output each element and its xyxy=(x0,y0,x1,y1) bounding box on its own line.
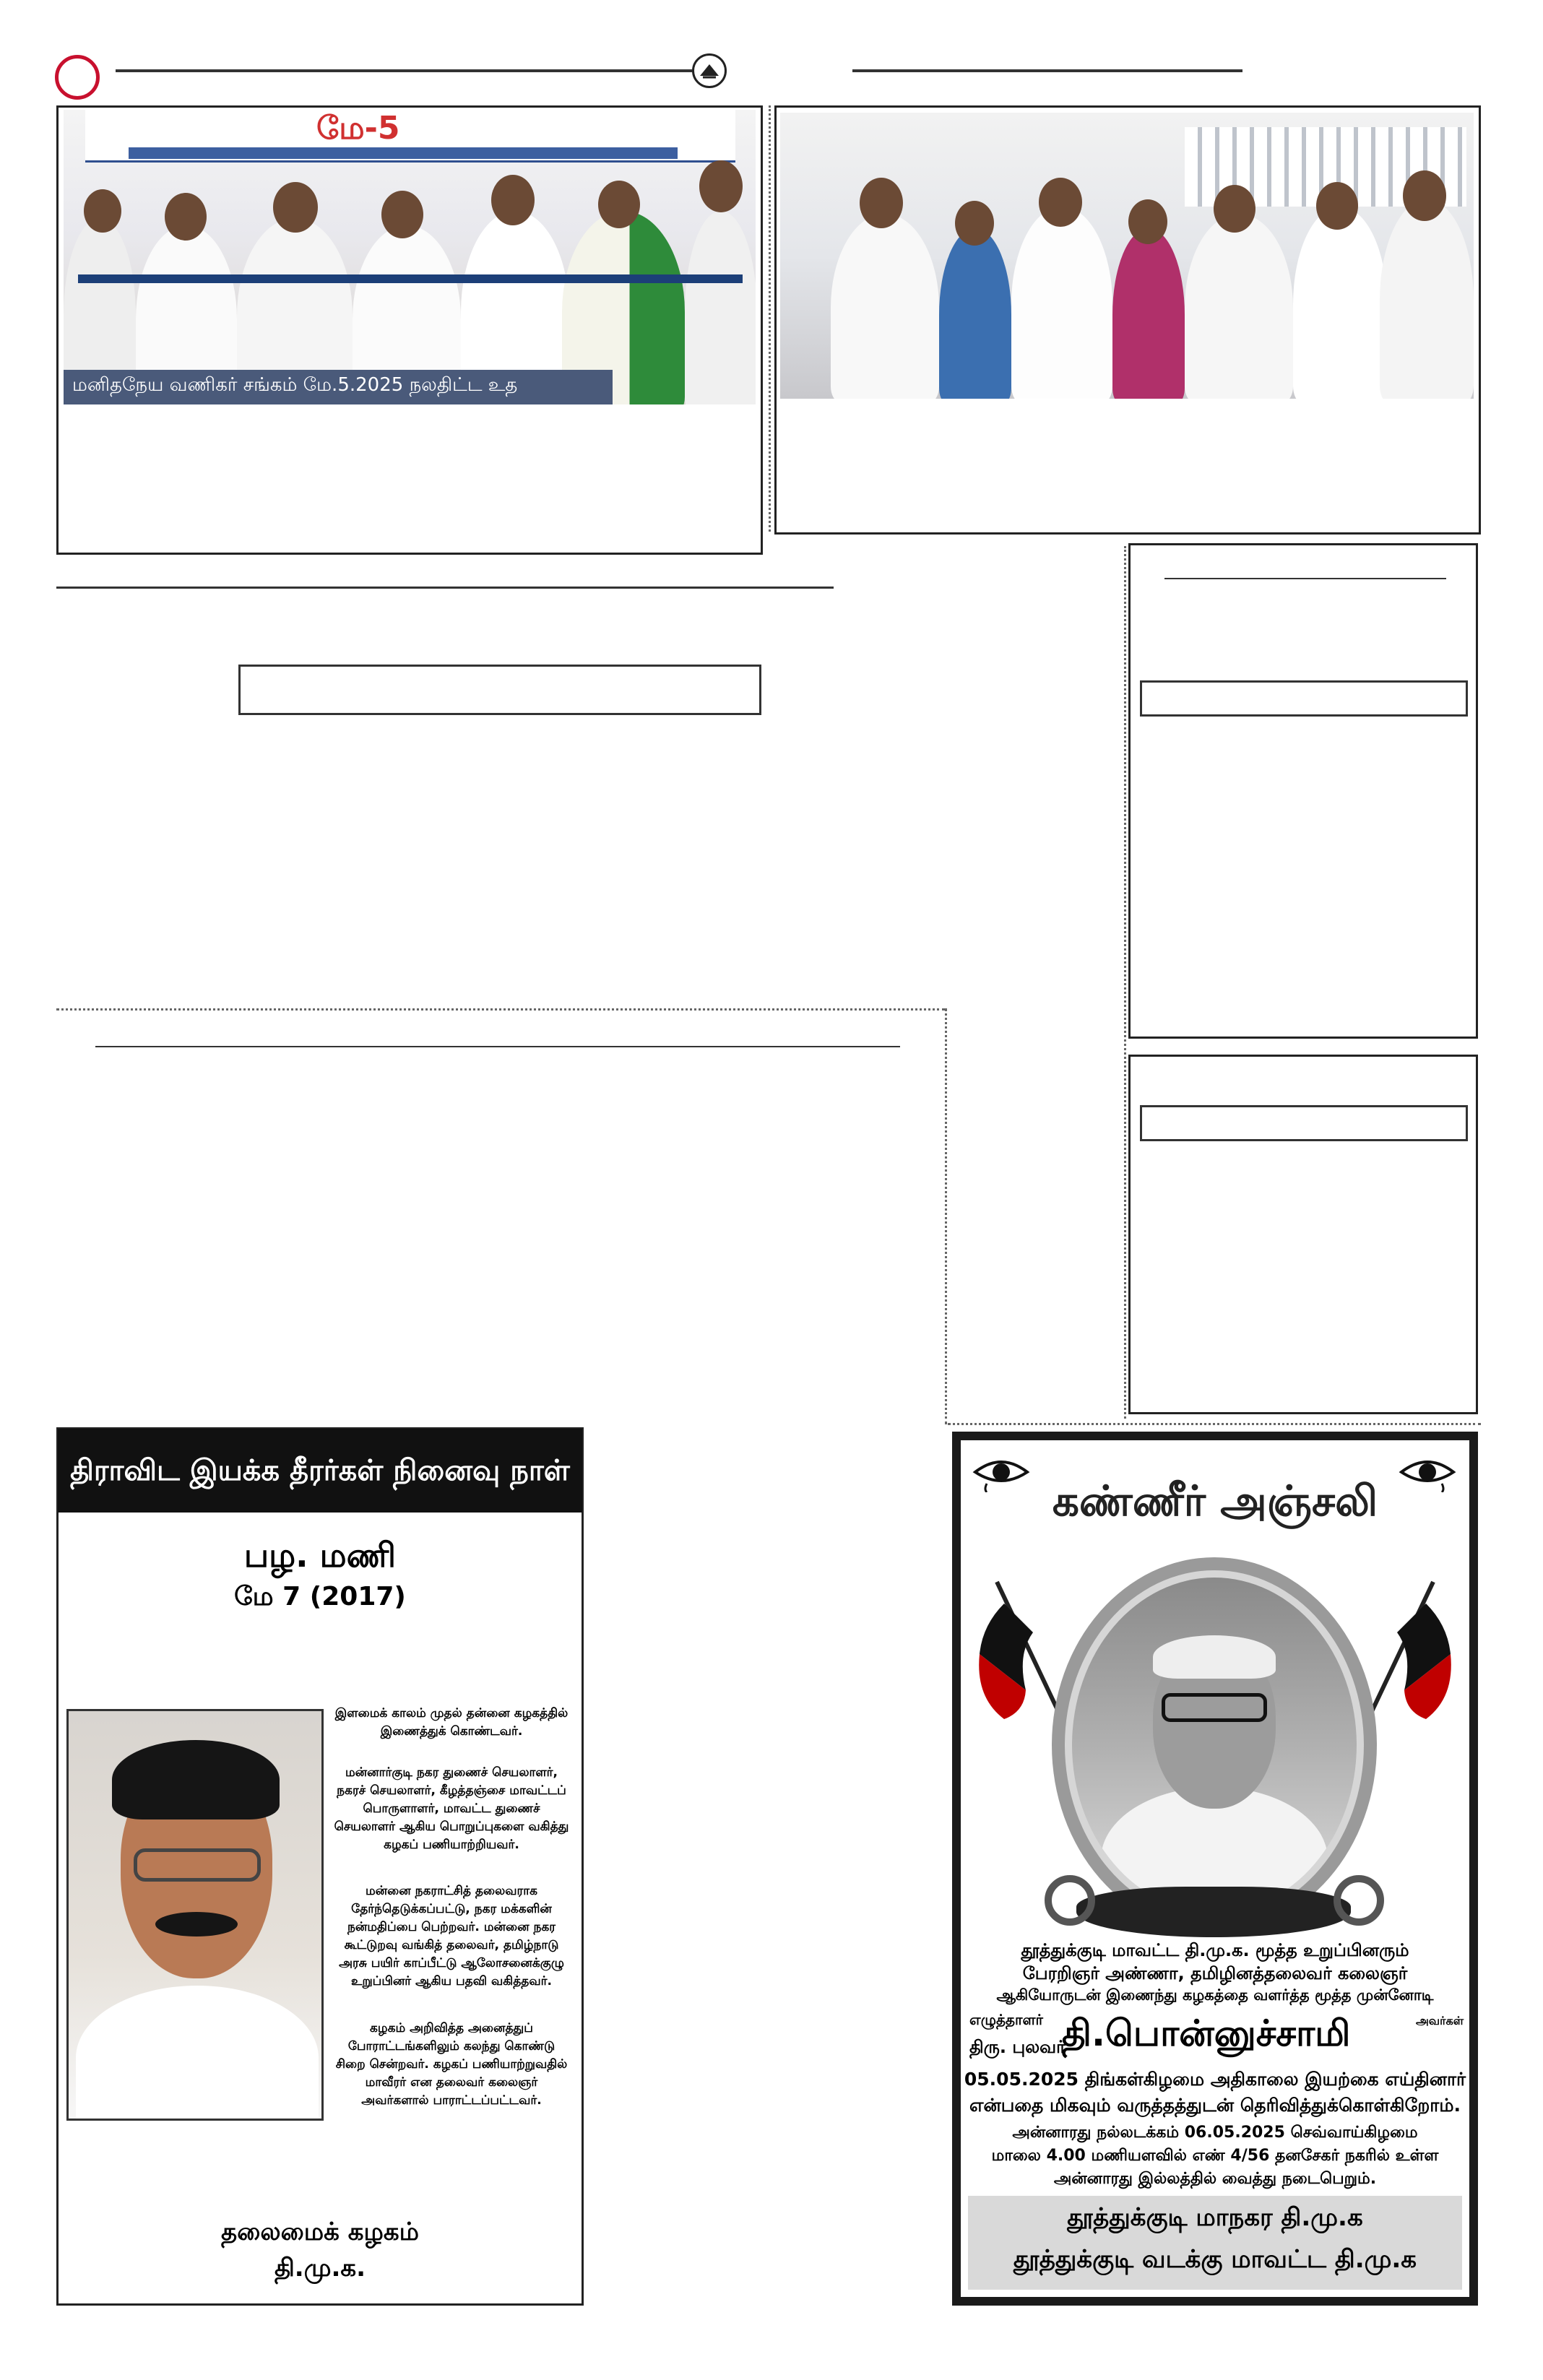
person-head xyxy=(165,193,207,241)
person-head xyxy=(1403,170,1446,221)
tribute-right-funeral-3: அன்னாரது இல்லத்தில் வைத்து நடைபெறும். xyxy=(1053,2170,1377,2188)
tribute-right-date-line: 05.05.2025 திங்கள்கிழமை அதிகாலை இயற்கை எய்தினார் xyxy=(964,2069,1466,2090)
party-flag-right-icon xyxy=(1361,1575,1455,1726)
tribute-left-portrait xyxy=(66,1709,324,2121)
tribute-left-header-text: திராவிட இயக்க தீரர்கள் நினைவு நாள் xyxy=(70,1454,570,1487)
person-head xyxy=(860,178,903,228)
tribute-right-funeral-2: மாலை 4.00 மணியளவில் எண் 4/56 தனசேகர் நகரில் உள்ள xyxy=(991,2147,1439,2165)
display-rail xyxy=(78,274,743,283)
tribute-right-title: கண்ணீர் அஞ்சலி xyxy=(1052,1476,1378,1526)
frame-ribbon xyxy=(1076,1887,1351,1937)
article-headline-rule xyxy=(56,587,834,589)
rising-sun-emblem-icon xyxy=(692,53,727,88)
portrait-shirt xyxy=(76,1986,319,2121)
tribute-right-sign-2: தூத்துக்குடி வடக்கு மாவட்ட தி.மு.க xyxy=(1013,2245,1417,2274)
side-news-box-1 xyxy=(1128,543,1478,1039)
tribute-right-portrait xyxy=(1072,1578,1357,1913)
person-head xyxy=(1039,178,1082,227)
tribute-left-name: பழ. மணி xyxy=(243,1536,397,1575)
article-2-right-border xyxy=(945,1008,947,1424)
crowd-figure xyxy=(1112,228,1185,399)
tribute-left-footer-1: தலைமைக் கழகம் xyxy=(221,2217,419,2246)
crowd-figure xyxy=(831,214,939,399)
tribute-right-notice: என்பதை மிகவும் வருத்தத்துடன் தெரிவித்துக்கொள்கிறோம். xyxy=(969,2095,1461,2116)
article-2-headline-rule xyxy=(95,1046,900,1047)
banner-blue-stripe xyxy=(129,147,678,159)
person-head xyxy=(699,160,743,212)
person-head xyxy=(491,175,535,225)
tribute-right-line1: தூத்துக்குடி மாவட்ட தி.மு.க. மூத்த உறுப்பினரும் xyxy=(1021,1940,1409,1960)
column-divider-right xyxy=(1124,546,1126,1419)
left-news-photo xyxy=(64,110,756,404)
article-subhead-box xyxy=(238,665,761,715)
tribute-left-bio-1: இளமைக் காலம் முதல் தன்னை கழகத்தில் இணைத்துக் கொண்டவர். xyxy=(334,1706,569,1739)
tribute-right-suffix: அவர்கள் xyxy=(1416,2014,1464,2028)
crowd-figure xyxy=(939,228,1011,399)
portrait-moustache xyxy=(155,1912,238,1937)
tribute-right-line3: ஆகியோருடன் இணைந்து கழகத்தை வளர்த்த மூத்த முன்னோடி xyxy=(996,1986,1434,2004)
tribute-right-name: தி.பொன்னுச்சாமி xyxy=(1062,2012,1351,2054)
article-2-top-border xyxy=(56,1008,945,1011)
tribute-left-bio-3: மன்னை நகராட்சித் தலைவராக தேர்ந்தெடுக்கப்பட்டு, நகர மக்களின் நன்மதிப்பை பெற்றவர். மன்னை நகர கூட்டுறவு வங்கித் தலைவர், தமிழ்நாடு அரசு பயிர் காப்பீட்டு ஆலோசனைக்குழு உறுப்பினர் ஆகிய பதவி வகித்தவர். xyxy=(339,1884,564,1989)
header-rule-right xyxy=(852,69,1242,72)
person-head xyxy=(598,181,640,228)
ad-area-divider xyxy=(948,1423,1481,1425)
person-head xyxy=(381,191,423,238)
tribute-left-footer-2: தி.மு.க. xyxy=(274,2254,366,2282)
frame-scroll-right xyxy=(1334,1875,1384,1926)
person-head xyxy=(1214,185,1255,233)
event-banner-sign: மே-5 xyxy=(316,110,400,147)
header-rule-left xyxy=(116,69,692,72)
elder-glasses xyxy=(1162,1693,1267,1722)
person-head xyxy=(1316,182,1358,230)
crowd-figure xyxy=(1293,207,1387,399)
person-head xyxy=(84,189,121,233)
person-head xyxy=(955,201,994,246)
person-head xyxy=(273,182,318,233)
tribute-right-line2: பேரறிஞர் அண்ணா, தமிழினத்தலைவர் கலைஞர் xyxy=(1022,1963,1408,1983)
frame-scroll-left xyxy=(1045,1875,1095,1926)
crowd-figure xyxy=(1011,207,1112,399)
person-head xyxy=(1128,199,1167,244)
tribute-left-header xyxy=(58,1429,582,1513)
tribute-left-date: மே 7 (2017) xyxy=(234,1582,406,1611)
tribute-left-bio-4: கழகம் அறிவித்த அனைத்துப் போராட்டங்களிலும் கலந்து கொண்டு சிறை சென்றவர். கழகப் பணியாற்றுவதில் மாவீரர் என தலைவர் கலைஞர் அவர்களால் பாராட்டப்பட்டவர். xyxy=(335,2021,568,2108)
portrait-glasses xyxy=(134,1848,261,1882)
tribute-left-bio-2: மன்னார்குடி நகர துணைச் செயலாளர், நகரச் செயலாளர், கீழத்தஞ்சை மாவட்டப் பொருளாளர், மாவட்ட துணைச் செயலாளர் ஆகிய பொறுப்புகளை வகித்து கழகப் பணியாற்றியவர். xyxy=(334,1765,569,1852)
tribute-right-small-label: எழுத்தாளர் xyxy=(969,2011,1043,2028)
elder-hair xyxy=(1153,1635,1276,1679)
column-divider-top xyxy=(769,105,771,532)
side-box-1-subhead xyxy=(1140,680,1468,717)
banner-caption-text: மனிதநேய வணிகர் சங்கம் மே.5.2025 நலதிட்ட உத xyxy=(72,374,518,396)
tribute-right-funeral-1: அன்னாரது நல்லடக்கம் 06.05.2025 செவ்வாய்கிழமை xyxy=(1012,2124,1418,2142)
side-box-1-rule xyxy=(1164,578,1446,579)
portrait-hair xyxy=(112,1740,280,1819)
page-logo-circle xyxy=(55,55,100,100)
tribute-right-sign-1: தூத்துக்குடி மாநகர தி.மு.க xyxy=(1067,2203,1363,2232)
tribute-right-honorific: திரு. புலவர் xyxy=(969,2037,1066,2057)
crowd-figure xyxy=(1185,214,1293,399)
right-news-photo xyxy=(780,113,1474,399)
side-box-2-subhead xyxy=(1140,1105,1468,1141)
crowd-figure xyxy=(685,211,756,404)
crowd-figure xyxy=(1380,199,1474,399)
